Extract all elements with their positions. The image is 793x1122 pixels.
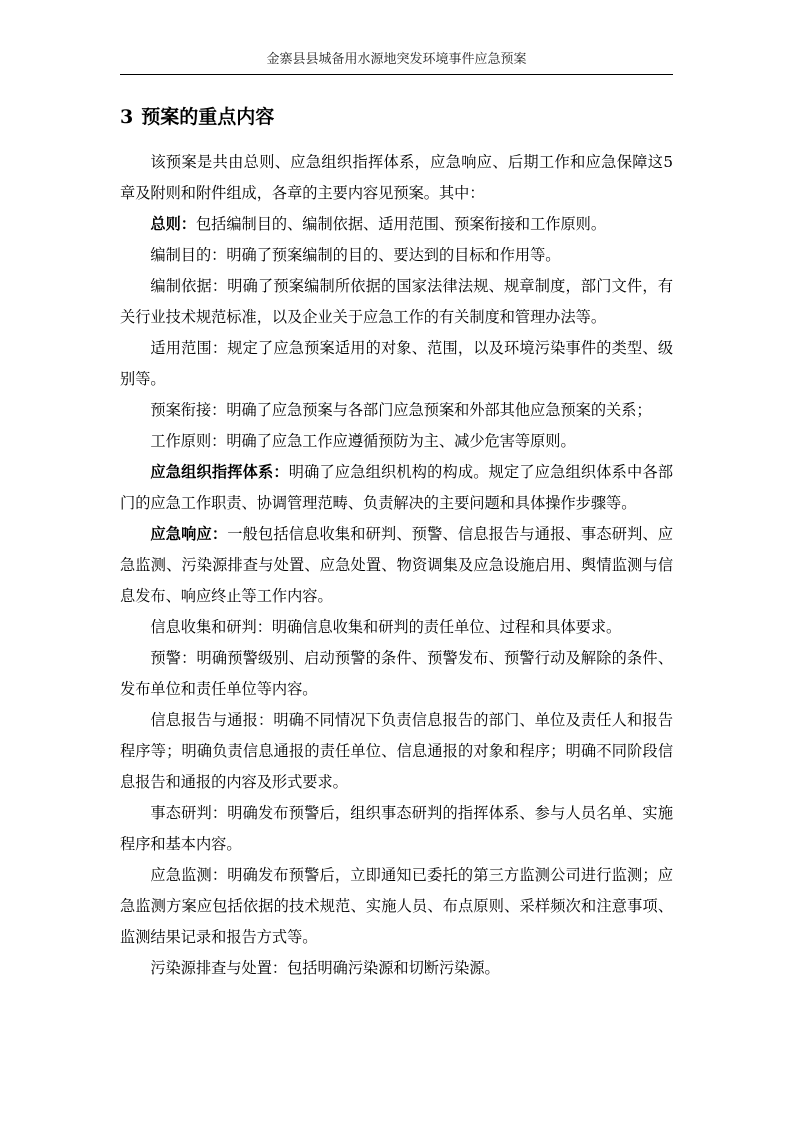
paragraph-term: 应急组织指挥体系： [150, 463, 289, 481]
paragraph-text: 应急监测：明确发布预警后，立即通知已委托的第三方监测公司进行监测；应急监测方案应包括依据的技术规范、实施人员、布点原则、采样频次和注意事项、监测结果记录和报告方式等。 [120, 866, 673, 946]
paragraph-text: 适用范围：规定了应急预案适用的对象、范围，以及环境污染事件的类型、级别等。 [120, 339, 673, 388]
paragraph-situation-assessment [120, 798, 673, 860]
section-number: 3 [120, 106, 134, 128]
paragraph-scope [120, 333, 673, 395]
paragraph-emergency-response [120, 519, 673, 612]
paragraph-text: 预警：明确预警级别、启动预警的条件、预警发布、预警行动及解除的条件、发布单位和责任单位等内容。 [120, 649, 673, 698]
paragraph-text: 编制依据：明确了预案编制所依据的国家法律法规、规章制度，部门文件，有关行业技术规范标准，以及企业关于应急工作的有关制度和管理办法等。 [120, 277, 673, 326]
paragraph-text: 事态研判：明确发布预警后，组织事态研判的指挥体系、参与人员名单、实施程序和基本内容。 [120, 804, 673, 853]
paragraph-purpose [120, 240, 673, 271]
paragraph-text: 包括编制目的、编制依据、适用范围、预案衔接和工作原则。 [195, 215, 607, 233]
paragraph-info-collection [120, 612, 673, 643]
section-heading [120, 103, 274, 131]
paragraph-work-principles [120, 426, 673, 457]
paragraph-text: 污染源排查与处置：包括明确污染源和切断污染源。 [150, 959, 500, 977]
paragraph-emergency-monitoring [120, 860, 673, 953]
paragraph-basis [120, 271, 673, 333]
section-title: 预案的重点内容 [141, 106, 275, 128]
paragraph-text: 编制目的：明确了预案编制的目的、要达到的目标和作用等。 [150, 246, 561, 264]
paragraph-info-reporting [120, 705, 673, 798]
paragraph-early-warning [120, 643, 673, 705]
body-text [120, 147, 673, 984]
paragraph-text: 工作原则：明确了应急工作应遵循预防为主、减少危害等原则。 [150, 432, 576, 450]
paragraph-general-principles [120, 209, 673, 240]
header-divider [120, 74, 673, 75]
paragraph-intro [120, 147, 673, 209]
running-header: 金寨县县城备用水源地突发环境事件应急预案 [266, 52, 527, 67]
paragraph-term: 应急响应： [150, 525, 228, 543]
paragraph-term: 总则： [150, 215, 196, 233]
paragraph-text: 信息报告与通报：明确不同情况下负责信息报告的部门、单位及责任人和报告程序等；明确负责信息通报的责任单位、信息通报的对象和程序；明确不同阶段信息报告和通报的内容及形式要求。 [120, 711, 673, 791]
paragraph-pollution-source [120, 953, 673, 984]
paragraph-text: 一般包括信息收集和研判、预警、信息报告与通报、事态研判、应急监测、污染源排查与处置、应急处置、物资调集及应急设施启用、舆情监测与信息发布、响应终止等工作内容。 [120, 525, 674, 605]
paragraph-text: 该预案是共由总则、应急组织指挥体系，应急响应、后期工作和应急保障这5章及附则和附件组成，各章的主要内容见预案。其中： [120, 153, 673, 202]
paragraph-text: 明确了应急组织机构的构成。规定了应急组织体系中各部门的应急工作职责、协调管理范畴、负责解决的主要问题和具体操作步骤等。 [120, 463, 674, 512]
paragraph-text: 信息收集和研判：明确信息收集和研判的责任单位、过程和具体要求。 [150, 618, 622, 636]
paragraph-text: 预案衔接：明确了应急预案与各部门应急预案和外部其他应急预案的关系； [150, 401, 652, 419]
paragraph-linkage [120, 395, 673, 426]
paragraph-command-system [120, 457, 673, 519]
